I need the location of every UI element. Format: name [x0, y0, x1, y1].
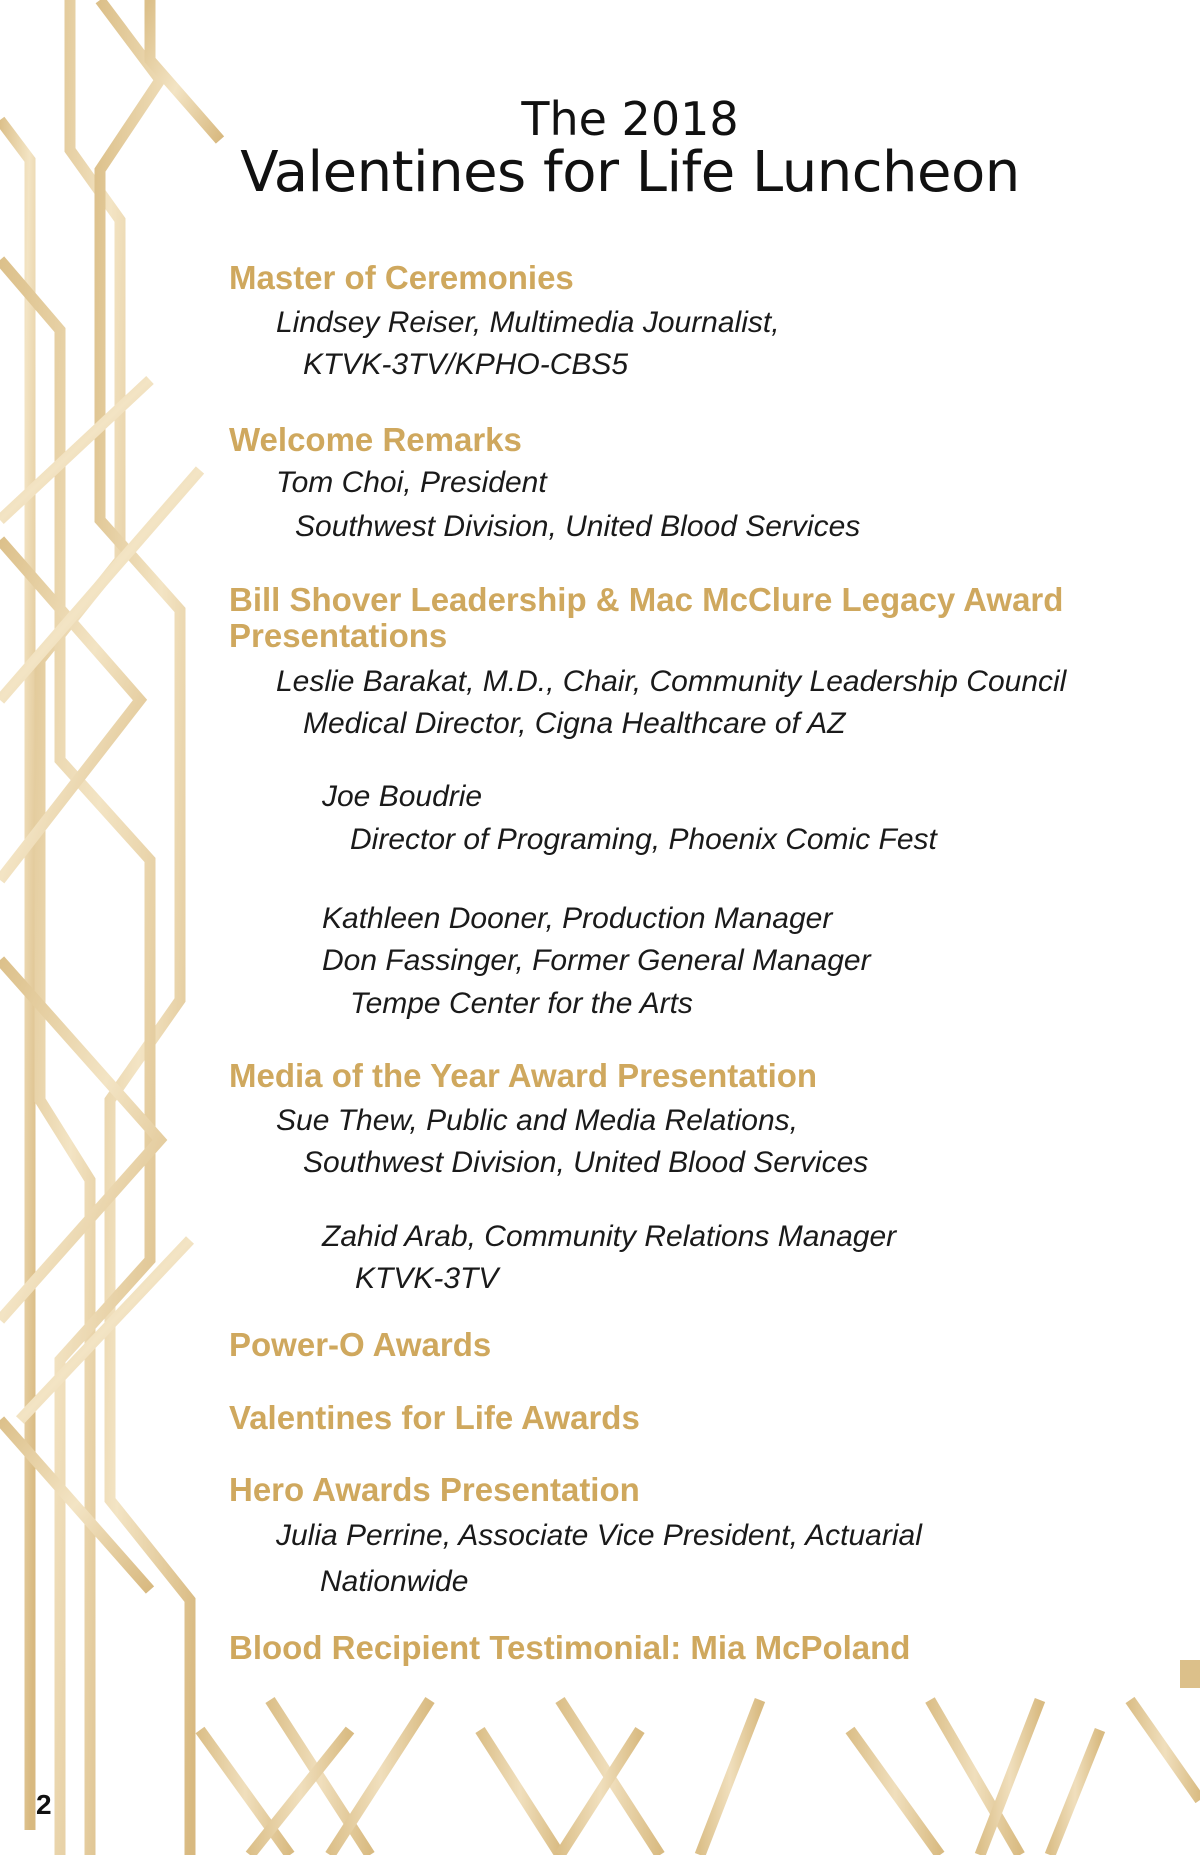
- heading-testimonial: Blood Recipient Testimonial: Mia McPoland: [229, 1629, 911, 1666]
- heading-media-award: Media of the Year Award Presentation: [229, 1057, 818, 1094]
- list-item: Tempe Center for the Arts: [350, 987, 693, 1020]
- list-item: Tom Choi, President: [276, 466, 547, 499]
- list-item: KTVK-3TV: [355, 1262, 499, 1295]
- list-item: Southwest Division, United Blood Services: [303, 1146, 869, 1179]
- list-item: Don Fassinger, Former General Manager: [322, 944, 871, 977]
- list-item: Director of Programing, Phoenix Comic Fest: [350, 823, 937, 856]
- title-year: The 2018: [521, 92, 739, 146]
- list-item: Kathleen Dooner, Production Manager: [322, 902, 833, 935]
- list-item: Medical Director, Cigna Healthcare of AZ: [303, 707, 846, 740]
- heading-leadership-awards: Bill Shover Leadership & Mac McClure Legacy Award: [229, 581, 1064, 618]
- heading-welcome-remarks: Welcome Remarks: [229, 421, 522, 458]
- list-item: KTVK-3TV/KPHO-CBS5: [303, 348, 629, 381]
- page-title: Valentines for Life Luncheon: [240, 140, 1020, 205]
- heading-leadership-awards-cont: Presentations: [229, 617, 448, 654]
- list-item: Zahid Arab, Community Relations Manager: [322, 1220, 897, 1253]
- heading-power-o-awards: Power-O Awards: [229, 1326, 492, 1363]
- list-item: Julia Perrine, Associate Vice President, Actuarial: [276, 1519, 922, 1552]
- heading-valentines-awards: Valentines for Life Awards: [229, 1399, 640, 1436]
- page-number: 2: [36, 1789, 52, 1820]
- list-item: Lindsey Reiser, Multimedia Journalist,: [276, 306, 780, 339]
- list-item: Nationwide: [320, 1565, 469, 1598]
- heading-hero-awards: Hero Awards Presentation: [229, 1471, 640, 1508]
- list-item: Southwest Division, United Blood Services: [295, 510, 861, 543]
- heading-master-of-ceremonies: Master of Ceremonies: [229, 259, 574, 296]
- list-item: Leslie Barakat, M.D., Chair, Community Leadership Council: [276, 665, 1067, 698]
- list-item: Joe Boudrie: [322, 780, 483, 813]
- list-item: Sue Thew, Public and Media Relations,: [276, 1104, 798, 1137]
